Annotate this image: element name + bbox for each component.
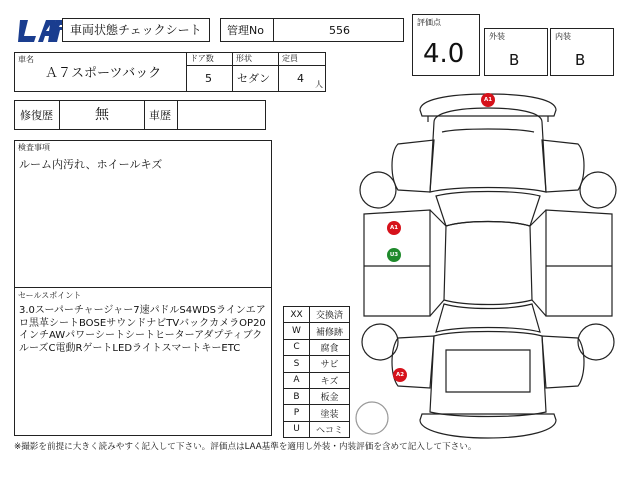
lap-logo	[18, 14, 68, 44]
shape-value: セダン	[237, 72, 271, 85]
legend-code: P	[284, 405, 310, 421]
inspection-box	[14, 140, 272, 288]
damage-legend-table	[283, 306, 350, 438]
legend-label: ヘコミ	[310, 421, 350, 437]
legend-label: サビ	[310, 356, 350, 372]
interior-label: 内装	[555, 32, 571, 41]
capacity-label: 定員	[282, 54, 298, 63]
shape-label: 形状	[236, 54, 252, 63]
car-history-label: 車歴	[149, 109, 171, 122]
car-name-value: Ａ７スポーツバック	[45, 66, 162, 81]
interior-value: B	[575, 51, 586, 69]
damage-marker: A1	[387, 221, 401, 235]
interior-grade-box	[550, 28, 614, 76]
legend-row	[284, 356, 350, 372]
capacity-unit: 人	[315, 80, 323, 89]
mgmt-no-label: 管理No	[227, 24, 264, 37]
score-box	[412, 14, 480, 76]
inspection-label: 検査事項	[18, 143, 50, 152]
legend-row	[284, 307, 350, 323]
damage-marker: U3	[387, 248, 401, 262]
car-name-label: 車名	[18, 55, 34, 64]
doors-label: ドア数	[190, 54, 214, 63]
legend-row	[284, 421, 350, 437]
legend-label: 交換済	[310, 307, 350, 323]
capacity-value: 4	[297, 72, 304, 85]
vehicle-info-box	[14, 52, 326, 92]
mgmt-no-value: 556	[329, 24, 350, 37]
car-damage-diagram	[350, 92, 626, 440]
damage-marker: A2	[393, 368, 407, 382]
legend-code: S	[284, 356, 310, 372]
legend-label: 補修跡	[310, 323, 350, 339]
inspection-text: ルーム内汚れ、ホイールキズ	[19, 158, 163, 171]
sheet-title: 車両状態チェックシート	[70, 23, 202, 37]
legend-row	[284, 339, 350, 355]
mgmt-no-box	[220, 18, 404, 42]
sheet-title-box	[62, 18, 210, 42]
legend-row	[284, 323, 350, 339]
legend-label: 板金	[310, 388, 350, 404]
history-box	[14, 100, 266, 130]
repair-history-value: 無	[95, 107, 109, 123]
legend-code: C	[284, 339, 310, 355]
score-value: 4.0	[423, 39, 465, 69]
legend-code: W	[284, 323, 310, 339]
legend-label: キズ	[310, 372, 350, 388]
damage-marker: A1	[481, 93, 495, 107]
exterior-label: 外装	[489, 32, 505, 41]
legend-label: 腐食	[310, 339, 350, 355]
repair-history-label: 修復歴	[20, 109, 53, 122]
exterior-grade-box	[484, 28, 548, 76]
selling-points-text: 3.0スーパーチャージャー7速パドルS4WDSラインエアロ黒革シートBOSEサウンドナビTVバックカメラOP20インチAWパワーシートシートヒーターアダプティブクルーズC電動RゲートLEDライトスマートキーETC	[19, 305, 266, 354]
legend-code: U	[284, 421, 310, 437]
legend-row	[284, 405, 350, 421]
legend-code: A	[284, 372, 310, 388]
footer-note: ※撮影を前提に大きく読みやすく記入して下さい。評価点はLAA基準を適用し外装・内装評価を含めて記入して下さい。	[14, 442, 477, 452]
doors-value: 5	[205, 72, 212, 85]
legend-code: B	[284, 388, 310, 404]
legend-code: XX	[284, 307, 310, 323]
exterior-value: B	[509, 51, 520, 69]
selling-points-box	[14, 288, 272, 436]
score-label: 評価点	[417, 18, 441, 27]
legend-row	[284, 388, 350, 404]
legend-row	[284, 372, 350, 388]
legend-label: 塗装	[310, 405, 350, 421]
selling-points-label: セールスポイント	[18, 291, 82, 300]
